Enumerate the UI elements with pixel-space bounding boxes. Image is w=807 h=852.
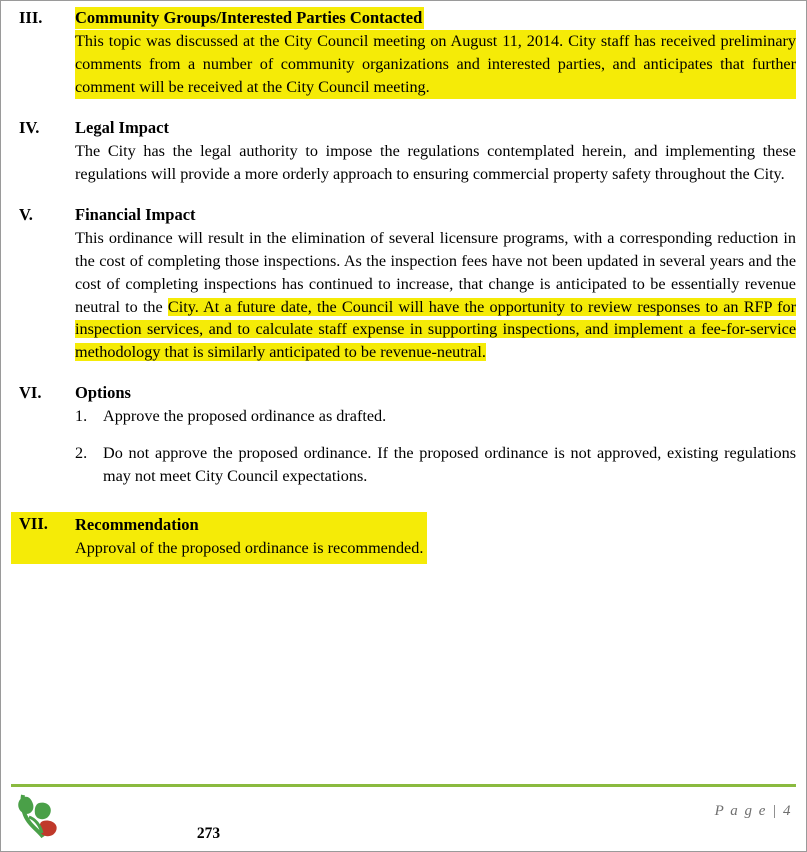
section-paragraph xyxy=(75,227,796,364)
section-paragraph: Approval of the proposed ordinance is recommended. xyxy=(75,539,424,558)
list-item xyxy=(75,405,796,428)
section-body-column xyxy=(75,117,796,186)
list-item-number: 1. xyxy=(75,407,88,426)
options-list xyxy=(75,405,796,488)
section-body-column xyxy=(75,382,796,488)
page-label: P a g e | 4 xyxy=(714,803,792,819)
section-heading: Legal Impact xyxy=(75,117,169,137)
section-numeral: V. xyxy=(19,204,33,224)
section-numeral: VII. xyxy=(19,513,48,533)
section-options xyxy=(11,382,796,488)
paragraph-plain-run: This ordinance will result in the elimination of several licensure programs, with a corresponding reduction in the cost of completing those inspections. As the inspection fees have not been updated in several years and the cost of completing inspections has continued to increase, that change is anticipated to be essentially revenue neutral to the xyxy=(75,229,796,316)
list-item-text: Do not approve the proposed ordinance. If the proposed ordinance is not approved, existing regulations may not meet City Council expectations. xyxy=(103,444,796,486)
section-heading-text: Community Groups/Interested Parties Contacted xyxy=(75,7,424,29)
section-numeral: III. xyxy=(19,8,43,27)
section-legal-impact xyxy=(11,117,796,186)
section-heading: Financial Impact xyxy=(75,204,196,224)
recommendation-inner xyxy=(11,512,427,564)
list-item-text: Approve the proposed ordinance as drafted. xyxy=(103,407,387,426)
page-number: 273 xyxy=(196,825,221,842)
section-heading xyxy=(75,7,796,29)
section-heading: Options xyxy=(75,383,131,403)
section-community-groups xyxy=(11,7,796,99)
section-numeral: VI. xyxy=(19,383,42,403)
section-body-column xyxy=(75,514,423,560)
paragraph-highlighted-run: City. At a future date, the Council will have the opportunity to review responses to an RFP for inspection services, and to calculate staff expense in supporting inspections, and implement a fee-for-service methodology that is similarly anticipated to be revenue-neutral. xyxy=(75,297,796,362)
section-body-column xyxy=(75,7,796,99)
section-body-column xyxy=(75,204,796,364)
list-item xyxy=(75,442,796,488)
section-heading: Recommendation xyxy=(75,514,199,534)
section-financial-impact xyxy=(11,204,796,364)
section-paragraph: This topic was discussed at the City Council meeting on August 11, 2014. City staff has received preliminary comments from a number of community organizations and interested parties, and anticipates that further comment will be received at the City Council meeting. xyxy=(75,30,796,99)
section-paragraph: The City has the legal authority to impose the regulations contemplated herein, and implementing these regulations will provide a more orderly approach to ensuring commercial property safety throughout the City. xyxy=(75,142,796,183)
page-content xyxy=(1,1,806,564)
section-recommendation xyxy=(11,512,796,564)
list-item-number: 2. xyxy=(75,444,88,463)
page-footer xyxy=(11,787,796,845)
recommendation-highlight-block xyxy=(11,512,427,564)
section-numeral: IV. xyxy=(19,117,40,137)
